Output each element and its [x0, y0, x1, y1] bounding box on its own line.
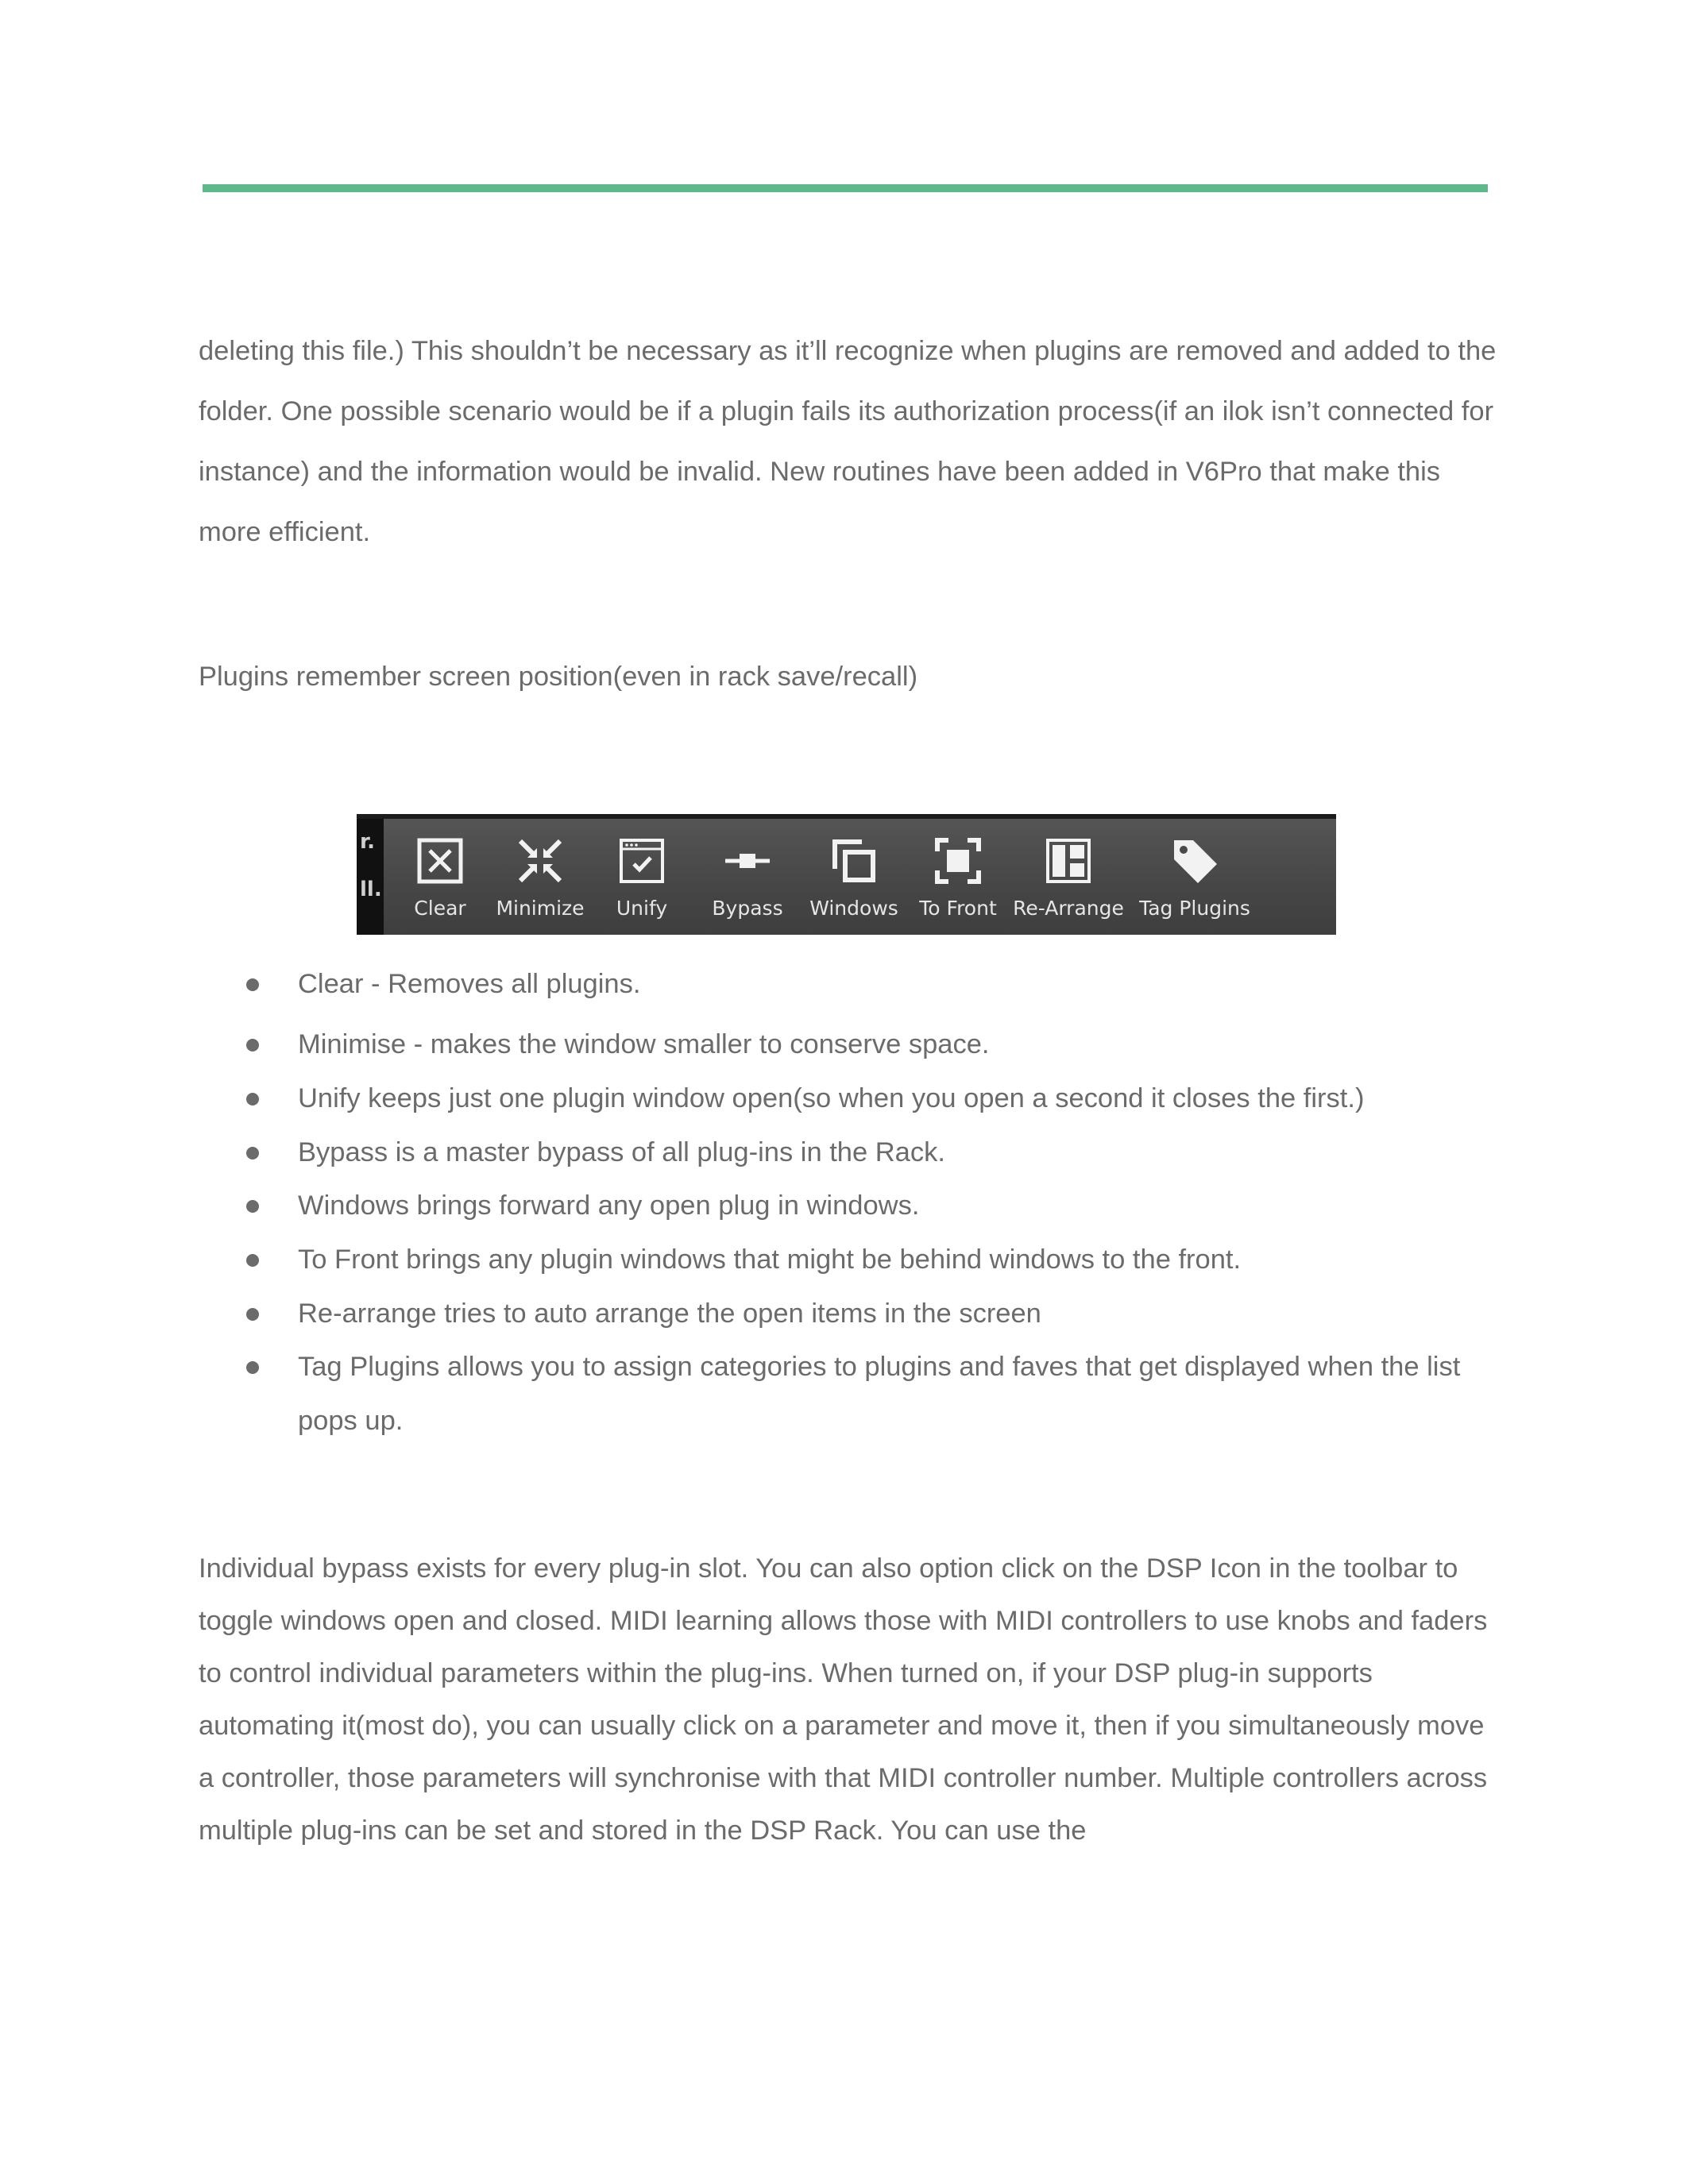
to-front-button[interactable]: [910, 819, 1006, 935]
list-item: Minimise - makes the window smaller to conserve space.: [298, 1017, 1501, 1071]
header-rule: [203, 184, 1488, 192]
windows-button[interactable]: [806, 819, 902, 935]
to-front-icon: [934, 837, 982, 885]
windows-label: Windows: [809, 897, 898, 920]
list-item: Clear - Removes all plugins.: [298, 957, 1501, 1011]
unify-icon: [618, 837, 666, 885]
list-item: Re-arrange tries to auto arrange the open items in the screen: [298, 1287, 1501, 1341]
tag-plugins-button[interactable]: [1139, 819, 1250, 935]
minimize-label: Minimize: [496, 897, 585, 920]
tag-plugins-label: Tag Plugins: [1139, 897, 1250, 920]
edge-glyph-top: r.: [360, 830, 375, 854]
closing-paragraph: Individual bypass exists for every plug-in slot. You can also option click on the DSP Icon in the toolbar to toggle windows open and closed. MIDI learning allows those with MIDI controllers to use knobs and faders to control individual parameters within the plug-ins. When turned on, if your DSP plug-in supports automating it(most do), you can usually click on a parameter and move it, then if you simultaneously move a controller, those parameters will synchronise with that MIDI controller number. Multiple controllers across multiple plug-ins can be set and stored in the DSP Rack. You can use the: [199, 1553, 1488, 1846]
bypass-button[interactable]: [704, 819, 791, 935]
screen-position-note: Plugins remember screen position(even in rack save/recall): [199, 662, 918, 692]
bullet-dot: [246, 1039, 259, 1051]
list-item: Tag Plugins allows you to assign categories to plugins and faves that get displayed when the list pops up.: [298, 1340, 1501, 1448]
re-arrange-button[interactable]: [1013, 819, 1124, 935]
list-item: Windows brings forward any open plug in windows.: [298, 1179, 1501, 1233]
bullet-dot: [246, 1200, 259, 1213]
bullet-dot: [246, 978, 259, 991]
bullet-dot: [246, 1093, 259, 1106]
bullet-dot: [246, 1361, 259, 1374]
clear-icon: [416, 837, 464, 885]
re-arrange-label: Re-Arrange: [1013, 897, 1124, 920]
toolbar-left-edge: [357, 819, 384, 935]
unify-label: Unify: [616, 897, 668, 920]
tag-icon: [1169, 835, 1220, 886]
dsp-rack-toolbar-screenshot: [357, 814, 1336, 935]
bullet-dot: [246, 1254, 259, 1267]
clear-button[interactable]: [400, 819, 480, 935]
list-item: Bypass is a master bypass of all plug-ins in the Rack.: [298, 1125, 1501, 1179]
to-front-label: To Front: [919, 897, 997, 920]
re-arrange-icon: [1045, 837, 1092, 885]
clear-label: Clear: [414, 897, 466, 920]
intro-paragraph: deleting this file.) This shouldn’t be necessary as it’ll recognize when plugins are removed and added to the folder. One possible scenario would be if a plugin fails its authorization process(if an ilok isn’t connected for instance) and the information would be invalid. New routines have been added in V6Pro that make this more efficient.: [199, 336, 1497, 547]
unify-button[interactable]: [602, 819, 682, 935]
bullet-dot: [246, 1147, 259, 1160]
bullet-dot: [246, 1308, 259, 1321]
list-item: Unify keeps just one plugin window open(so when you open a second it closes the first.): [298, 1071, 1501, 1125]
edge-glyph-bottom: ll.: [360, 878, 382, 901]
bypass-icon: [724, 837, 771, 885]
minimize-icon: [516, 837, 564, 885]
list-item: To Front brings any plugin windows that might be behind windows to the front.: [298, 1233, 1501, 1287]
minimize-button[interactable]: [492, 819, 588, 935]
windows-icon: [830, 837, 878, 885]
bypass-label: Bypass: [712, 897, 783, 920]
